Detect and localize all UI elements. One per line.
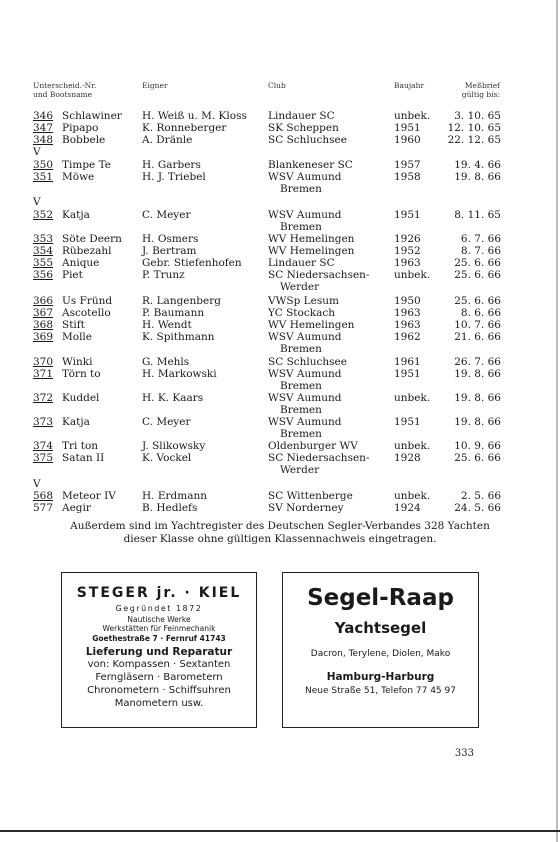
row-number: 346 [33,110,54,122]
row-year: unbek. [394,490,431,502]
table-row [0,490,560,502]
row-boat-name: Pipapo [62,122,99,134]
page-number: 333 [454,748,474,759]
table-row-continuation [0,464,560,476]
row-number: 369 [33,331,54,343]
row-date: 21. 6. 66 [454,331,501,343]
table-row [0,307,560,319]
v-marker: V [33,146,41,158]
advert-steger-l1: von: Kompassen · Sextanten [87,659,231,670]
row-club: SC Schluchsee [268,134,347,146]
row-year: 1928 [394,452,421,464]
row-year: 1963 [394,257,421,269]
row-date: 19. 8. 66 [454,416,501,428]
row-boat-name: Molle [62,331,93,343]
row-club: WSV Aumund [268,368,342,380]
row-year: 1951 [394,209,421,221]
row-number: 371 [33,368,54,380]
row-date: 10. 7. 66 [454,319,501,331]
row-date: 2. 5. 66 [460,490,501,502]
row-number: 348 [33,134,54,146]
row-owner: J. Slikowsky [142,440,206,452]
row-date: 8. 11. 65 [454,209,501,221]
v-marker: V [33,196,41,208]
row-year: 1963 [394,319,421,331]
row-club-line2: Bremen [280,343,322,355]
row-number: 353 [33,233,54,245]
row-club: Lindauer SC [268,257,335,269]
row-date: 8. 6. 66 [460,307,501,319]
row-club: SC Niedersachsen- [268,452,370,464]
footnote [30,520,530,546]
advert-steger-address: Goethestraße 7 · Fernruf 41743 [92,634,226,643]
advert-steger-line1: Nautische Werke [127,615,191,624]
header-number [33,81,96,99]
advert-raap-name: Segel-Raap [307,585,454,611]
table-row [0,368,560,380]
row-boat-name: Meteor IV [62,490,116,502]
row-owner: H. J. Triebel [142,171,206,183]
row-date: 19. 8. 66 [454,171,501,183]
row-date: 3. 10. 65 [454,110,501,122]
advert-steger [61,572,257,728]
row-year: 1958 [394,171,421,183]
row-year: 1926 [394,233,421,245]
row-owner: C. Meyer [142,416,191,428]
row-club-line2: Werder [280,281,320,293]
row-club-line2: Bremen [280,428,322,440]
row-boat-name: Söte Deern [62,233,122,245]
row-number: 355 [33,257,54,269]
row-boat-name: Rübezahl [62,245,112,257]
advert-steger-line2: Werkstätten für Feinmechanik [102,624,216,633]
row-boat-name: Stift [62,319,85,331]
table-row [0,416,560,428]
table-row [0,233,560,245]
row-club: SC Niedersachsen- [268,269,370,281]
row-club: Lindauer SC [268,110,335,122]
table-row-continuation [0,428,560,440]
row-year: 1952 [394,245,421,257]
header-certificate [452,81,500,99]
row-date: 24. 5. 66 [454,502,501,514]
row-year: 1951 [394,368,421,380]
advert-raap-city: Hamburg-Harburg [326,671,435,683]
row-date: 25. 6. 66 [454,269,501,281]
row-boat-name: Tri ton [62,440,99,452]
row-club: SV Norderney [268,502,344,514]
row-owner: P. Trunz [142,269,185,281]
header-number-line2: und Bootsname [33,90,93,99]
row-number: 356 [33,269,54,281]
row-club: YC Stockach [268,307,335,319]
header-year: Baujahr [394,81,425,90]
footnote-line2: dieser Klasse ohne gültigen Klassennachweis eingetragen. [123,533,437,545]
row-number: 352 [33,209,54,221]
row-date: 19. 4. 66 [454,159,501,171]
row-club: WSV Aumund [268,416,342,428]
header-club: Club [268,81,286,90]
row-boat-name: Törn to [62,368,101,380]
table-row [0,122,560,134]
row-club: WSV Aumund [268,209,342,221]
row-date: 10. 9. 66 [454,440,501,452]
table-row [0,269,560,281]
table-row-continuation [0,343,560,355]
row-year: 1963 [394,307,421,319]
row-owner: J. Bertram [142,245,197,257]
table-row [0,110,560,122]
row-year: unbek. [394,269,431,281]
row-boat-name: Möwe [62,171,95,183]
row-owner: B. Hedlefs [142,502,198,514]
advert-raap-address: Neue Straße 51, Telefon 77 45 97 [305,686,456,696]
row-club: SC Wittenberge [268,490,353,502]
row-number: 370 [33,356,54,368]
table-row-continuation [0,221,560,233]
row-date: 6. 7. 66 [460,233,501,245]
row-club: WSV Aumund [268,331,342,343]
row-boat-name: Aegir [62,502,91,514]
row-date: 8. 7. 66 [460,245,501,257]
row-boat-name: Anique [62,257,100,269]
row-club: WV Hemelingen [268,319,355,331]
table-row [0,502,560,514]
footnote-line1: Außerdem sind im Yachtregister des Deutschen Segler-Verbandes 328 Yachten [70,520,490,532]
row-owner: H. Osmers [142,233,199,245]
row-number: 373 [33,416,54,428]
row-owner: K. Ronneberger [142,122,227,134]
row-number: 374 [33,440,54,452]
table-row-continuation [0,380,560,392]
row-club-line2: Bremen [280,221,322,233]
table-row [0,319,560,331]
row-club: WV Hemelingen [268,245,355,257]
row-club: Oldenburger WV [268,440,358,452]
row-boat-name: Satan II [62,452,105,464]
row-number: 351 [33,171,54,183]
row-boat-name: Ascotello [62,307,111,319]
header-certificate-line2: gültig bis: [461,90,500,99]
row-boat-name: Katja [62,416,90,428]
row-club: SK Scheppen [268,122,339,134]
table-row-continuation [0,404,560,416]
table-row [0,356,560,368]
row-number: 375 [33,452,54,464]
row-date: 19. 8. 66 [454,368,501,380]
row-date: 19. 8. 66 [454,392,501,404]
row-boat-name: Katja [62,209,90,221]
row-club-line2: Werder [280,464,320,476]
advert-raap-product: Yachtsegel [334,619,427,637]
row-boat-name: Timpe Te [62,159,111,171]
advert-steger-l3: Chronometern · Schiffsuhren [87,685,231,696]
table-row [0,257,560,269]
row-club: SC Schluchsee [268,356,347,368]
advert-raap-materials: Dacron, Terylene, Diolen, Mako [310,649,451,659]
row-owner: H. Wendt [142,319,192,331]
row-boat-name: Us Fründ [62,295,113,307]
row-owner: K. Vockel [142,452,192,464]
table-row [0,440,560,452]
row-boat-name: Kuddel [62,392,100,404]
table-row [0,452,560,464]
row-owner: H. Erdmann [142,490,207,502]
table-row [0,134,560,146]
row-number: 350 [33,159,54,171]
row-number: 368 [33,319,54,331]
row-boat-name: Piet [62,269,83,281]
row-year: 1961 [394,356,421,368]
row-owner: H. Markowski [142,368,217,380]
advert-steger-l4: Manometern usw. [114,698,204,709]
table-row [0,159,560,171]
row-boat-name: Winki [62,356,93,368]
header-number-line1: Unterscheid.-Nr. [33,81,97,90]
v-marker: V [33,478,41,490]
row-club: Blankeneser SC [268,159,353,171]
row-owner: Gebr. Stiefenhofen [142,257,242,269]
row-club: VWSp Lesum [268,295,339,307]
table-row [0,331,560,343]
row-boat-name: Bobbele [62,134,106,146]
row-year: 1950 [394,295,421,307]
row-owner: P. Baumann [142,307,205,319]
row-club: WV Hemelingen [268,233,355,245]
table-row [0,392,560,404]
row-owner: G. Mehls [142,356,190,368]
row-date: 26. 7. 66 [454,356,501,368]
header-owner: Eigner [142,81,168,90]
row-owner: R. Langenberg [142,295,221,307]
advert-segel-raap [282,572,479,728]
advert-steger-name: STEGER jr. · KIEL [76,585,242,601]
table-row-continuation [0,281,560,293]
table-row [0,245,560,257]
page-bottom-edge [0,830,560,832]
row-number: 354 [33,245,54,257]
row-number: 367 [33,307,54,319]
row-year: 1957 [394,159,421,171]
row-owner: C. Meyer [142,209,191,221]
row-owner: K. Spithmann [142,331,215,343]
row-date: 22. 12. 65 [447,134,501,146]
row-owner: H. Weiß u. M. Kloss [142,110,247,122]
row-club-line2: Bremen [280,183,322,195]
row-year: unbek. [394,392,431,404]
advert-steger-headline: Lieferung und Reparatur [85,646,233,658]
row-year: 1962 [394,331,421,343]
row-club: WSV Aumund [268,392,342,404]
row-year: 1960 [394,134,421,146]
row-year: 1951 [394,416,421,428]
row-owner: H. K. Kaars [142,392,204,404]
row-boat-name: Schlawiner [62,110,122,122]
table-row [0,171,560,183]
row-year: unbek. [394,110,431,122]
row-year: unbek. [394,440,431,452]
row-date: 25. 6. 66 [454,452,501,464]
row-club: WSV Aumund [268,171,342,183]
table-row [0,209,560,221]
row-number: 372 [33,392,54,404]
table-row [0,295,560,307]
row-date: 25. 6. 66 [454,257,501,269]
row-date: 12. 10. 65 [447,122,501,134]
row-date: 25. 6. 66 [454,295,501,307]
table-row-continuation [0,183,560,195]
row-club-line2: Bremen [280,380,322,392]
advert-steger-founded: Gegründet 1872 [115,604,203,613]
header-certificate-line1: Meßbrief [464,81,500,90]
row-year: 1924 [394,502,421,514]
advert-steger-l2: Ferngläsern · Barometern [95,672,223,683]
row-owner: A. Dränle [142,134,193,146]
row-year: 1951 [394,122,421,134]
row-number: 568 [33,490,54,502]
row-owner: H. Garbers [142,159,201,171]
row-club-line2: Bremen [280,404,322,416]
row-number: 366 [33,295,54,307]
row-number: 347 [33,122,54,134]
row-number: 577 [33,502,54,514]
